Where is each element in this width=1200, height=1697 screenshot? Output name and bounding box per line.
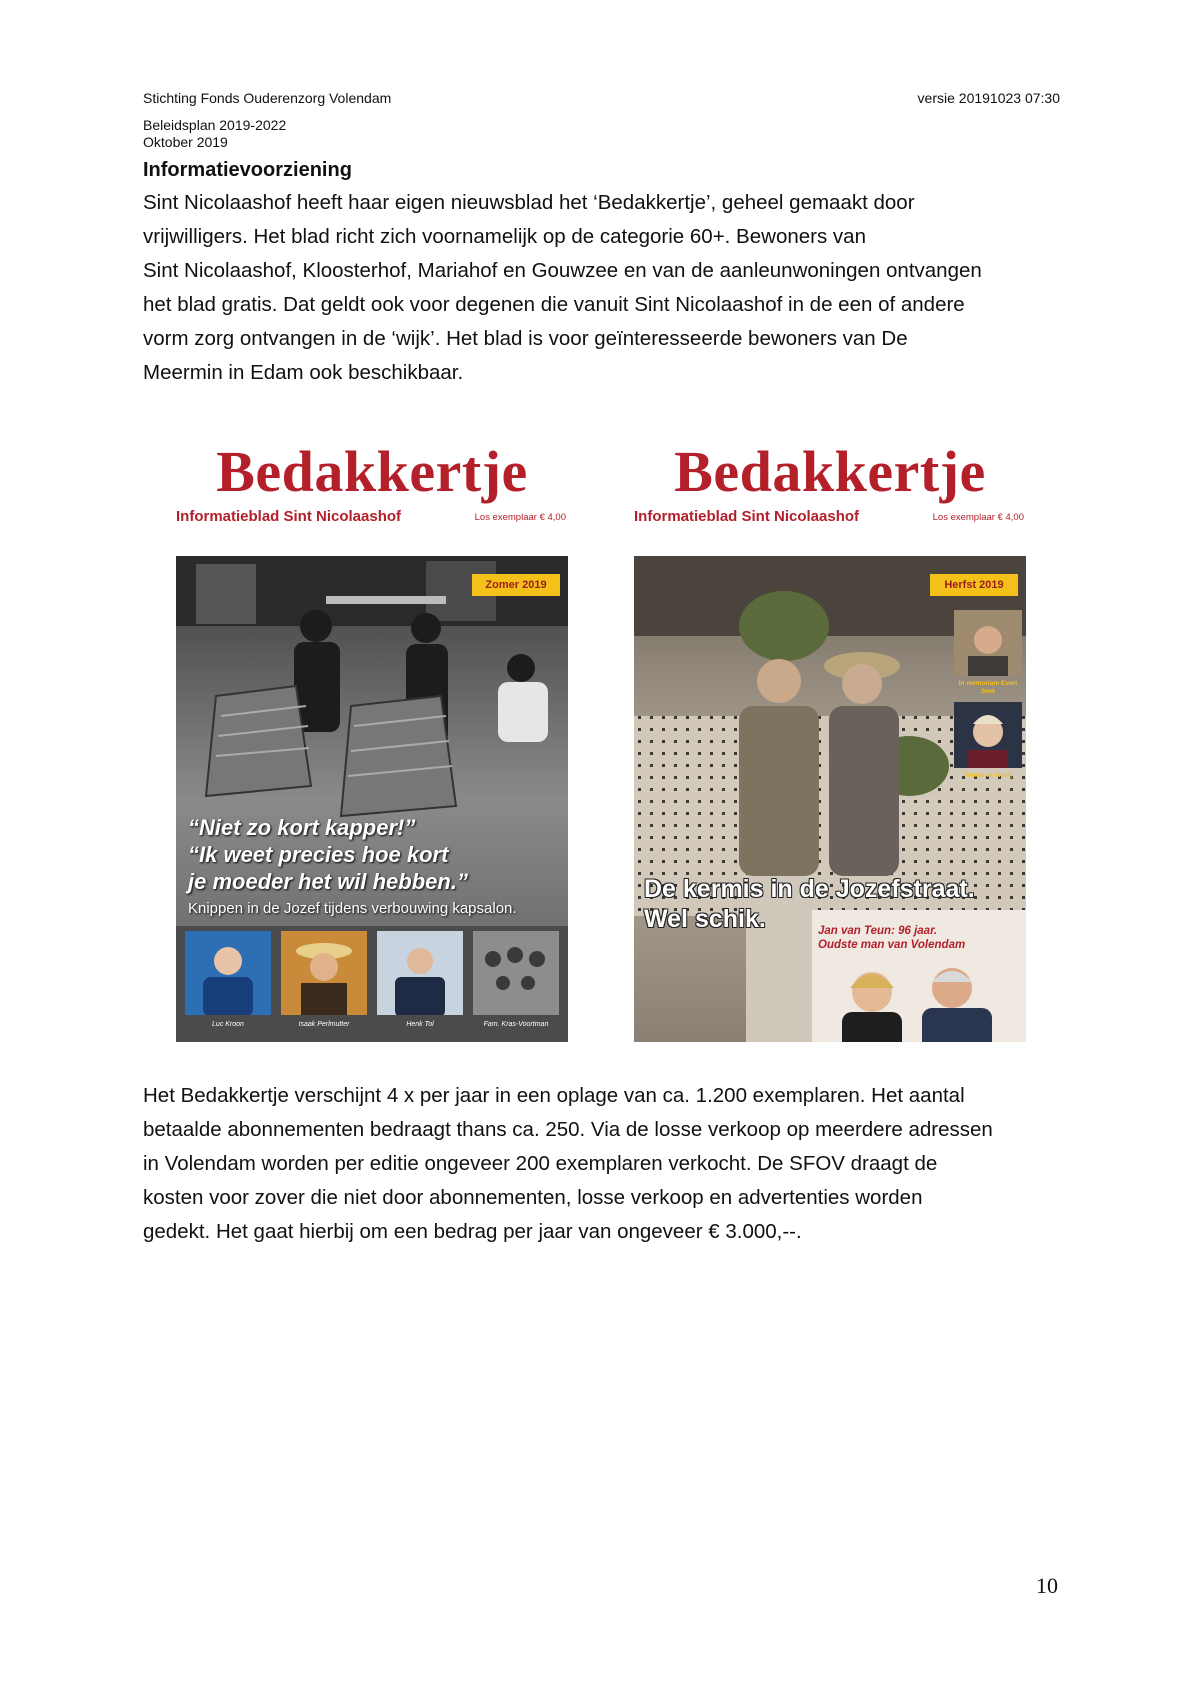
thumbnail-photo	[377, 931, 463, 1015]
intro-paragraph	[143, 186, 1073, 390]
cover-masthead: Bedakkertje	[216, 439, 528, 504]
cover-subtitle: Informatieblad Sint Nicolaashof	[176, 508, 402, 525]
cover-price: Los exemplaar € 4,00	[932, 512, 1024, 523]
season-badge: Herfst 2019	[930, 574, 1018, 596]
thumbnail-photo	[185, 931, 271, 1015]
quote-line: “Niet zo kort kapper!”	[188, 815, 416, 840]
text-line: in Volendam worden per editie ongeveer 200 exemplaren verkocht. De SFOV draagt de	[143, 1152, 938, 1175]
thumbnail-caption: Luc Kroon	[212, 1021, 244, 1028]
inset-line: Jan van Teun: 96 jaar.	[818, 925, 938, 937]
thumbnail-caption: Henk Tol	[406, 1021, 434, 1028]
closing-paragraph	[143, 1079, 1073, 1249]
text-line: het blad gratis. Dat geldt ook voor degenen die vanuit Sint Nicolaashof in de een of andere	[143, 293, 965, 316]
cover-quote	[188, 814, 468, 895]
version-stamp: versie 20191023 07:30	[917, 90, 1060, 106]
magazine-cover-summer	[176, 440, 568, 1042]
page-number: 10	[1036, 1573, 1058, 1598]
quote-line: “Ik weet precies hoe kort	[188, 842, 449, 867]
cover-photo-kermis	[634, 556, 1026, 1042]
text-line: gedekt. Het gaat hierbij om een bedrag per jaar van ongeveer € 3.000,--.	[143, 1220, 802, 1243]
inset-line: Oudste man van Volendam	[818, 939, 966, 951]
inset-photo-memoriam	[954, 610, 1022, 676]
thumbnail-painting	[281, 931, 367, 1015]
text-line: vrijwilligers. Het blad richt zich voornamelijk op de categorie 60+. Bewoners van	[143, 225, 866, 248]
inset-caption: In memoriam Evert Smit	[958, 680, 1018, 695]
cover-price: Los exemplaar € 4,00	[474, 512, 566, 523]
inset-photo-portrait	[954, 702, 1022, 768]
text-line: Meermin in Edam ook beschikbaar.	[143, 361, 464, 384]
text-line: vorm zorg ontvangen in de ‘wijk’. Het blad is voor geïnteresseerde bewoners van De	[143, 327, 908, 350]
magazine-cover-autumn	[634, 440, 1026, 1042]
thumbnail-caption: Fam. Kras-Voortman	[483, 1021, 549, 1028]
quote-line: je moeder het wil hebben.”	[188, 869, 468, 894]
cover-caption: Knippen in de Jozef tijdens verbouwing kapsalon.	[188, 900, 517, 917]
cover-subtitle: Informatieblad Sint Nicolaashof	[634, 508, 860, 525]
inset-feature	[812, 910, 1026, 1042]
headline-line: Wel schik.	[644, 905, 766, 933]
plan-info	[143, 117, 286, 151]
text-line: kosten voor zover die niet door abonnementen, losse verkoop en advertenties worden	[143, 1186, 923, 1209]
thumbnail-caption: Isaak Perlmutter	[298, 1021, 350, 1028]
organization-name: Stichting Fonds Ouderenzorg Volendam	[143, 90, 392, 106]
text-line: Sint Nicolaashof, Kloosterhof, Mariahof en Gouwzee en van de aanleunwoningen ontvangen	[143, 259, 982, 282]
plan-title: Beleidsplan 2019-2022	[143, 117, 287, 133]
thumbnail-family-photo	[473, 931, 559, 1015]
text-line: Het Bedakkertje verschijnt 4 x per jaar in een oplage van ca. 1.200 exemplaren. Het aantal	[143, 1084, 965, 1107]
text-line: Sint Nicolaashof heeft haar eigen nieuwsblad het ‘Bedakkertje’, geheel gemaakt door	[143, 191, 915, 214]
text-line: betaalde abonnementen bedraagt thans ca. 250. Via de losse verkoop op meerdere adressen	[143, 1118, 993, 1141]
inset-caption: Tineke de Nooij	[964, 772, 1012, 779]
inset-text	[818, 924, 965, 952]
plan-date: Oktober 2019	[143, 134, 228, 150]
cover-photo-barbershop	[176, 556, 568, 1042]
section-title: Informatievoorziening	[143, 159, 352, 181]
cover-masthead: Bedakkertje	[674, 439, 986, 504]
season-badge: Zomer 2019	[472, 574, 560, 596]
headline-line: De kermis in de Jozefstraat.	[644, 875, 975, 903]
thumbnail-strip	[185, 931, 561, 1041]
